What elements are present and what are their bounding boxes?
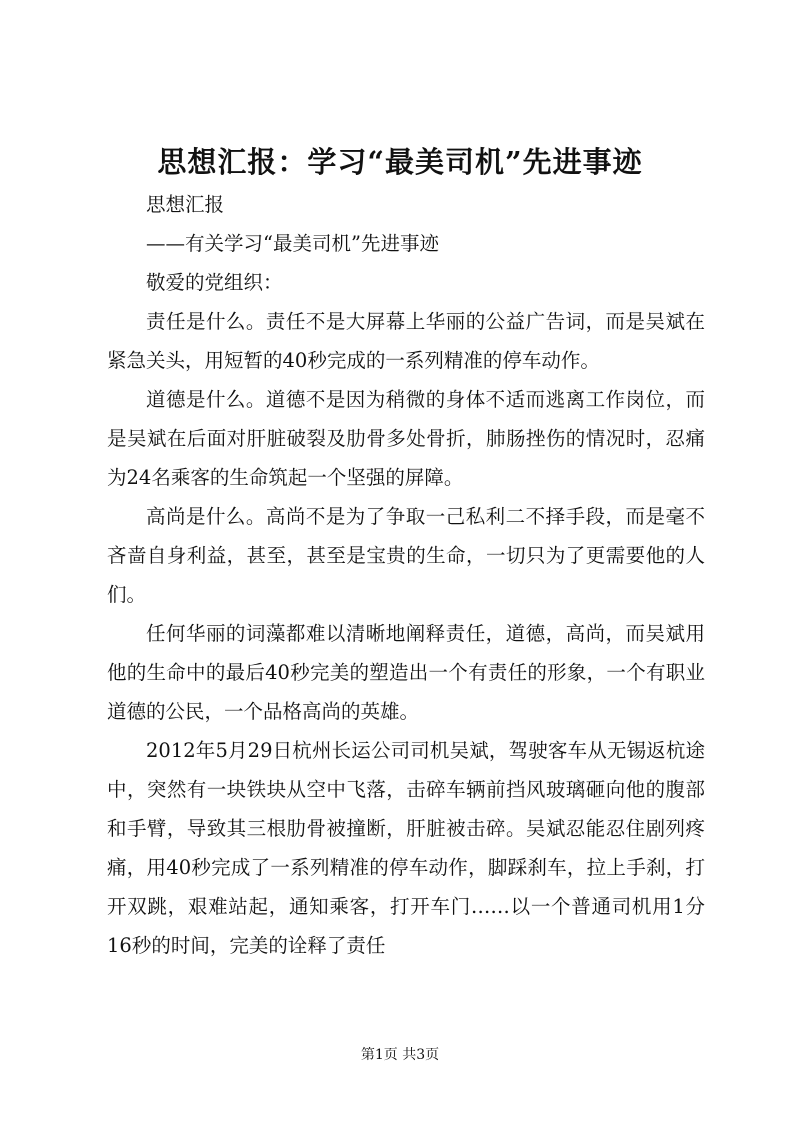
document-body xyxy=(107,185,705,965)
salutation-line: 敬爱的党组织： xyxy=(146,271,283,294)
subheading-line: ——有关学习“最美司机”先进事迹 xyxy=(146,232,439,255)
paragraph-nobility: 高尚是什么。高尚不是为了争取一己私利二不择手段，而是毫不吝啬自身利益，甚至，甚至是宝贵的生命，一切只为了更需要他的人们。 xyxy=(107,505,705,606)
paragraph-summary: 任何华丽的词藻都难以清晰地阐释责任，道德，高尚，而吴斌用他的生命中的最后40秒完美的塑造出一个有责任的形象，一个有职业道德的公民，一个品格高尚的英雄。 xyxy=(107,622,705,723)
paragraph-morality: 道德是什么。道德不是因为稍微的身体不适而逃离工作岗位，而是吴斌在后面对肝脏破裂及肋骨多处骨折，肺肠挫伤的情况时，忍痛为24名乘客的生命筑起一个坚强的屏障。 xyxy=(107,388,705,489)
paragraph-responsibility: 责任是什么。责任不是大屏幕上华丽的公益广告词，而是吴斌在紧急关头，用短暂的40秒完成的一系列精准的停车动作。 xyxy=(107,310,705,372)
paragraph-event: 2012年5月29日杭州长运公司司机吴斌，驾驶客车从无锡返杭途中，突然有一块铁块从空中飞落，击碎车辆前挡风玻璃砸向他的腹部和手臂，导致其三根肋骨被撞断，肝脏被击碎。吴斌忍能忍住剧列疼痛，用40秒完成了一系列精准的停车动作，脚踩刹车，拉上手刹，打开双跳，艰难站起，通知乘客，打开车门……以一个普通司机用1分16秒的时间，完美的诠释了责任 xyxy=(107,739,705,957)
document-title: 思想汇报：学习“最美司机”先进事迹 xyxy=(157,145,643,179)
heading-line: 思想汇报 xyxy=(146,193,225,216)
page-number-footer: 第1页 共3页 xyxy=(360,1047,440,1063)
